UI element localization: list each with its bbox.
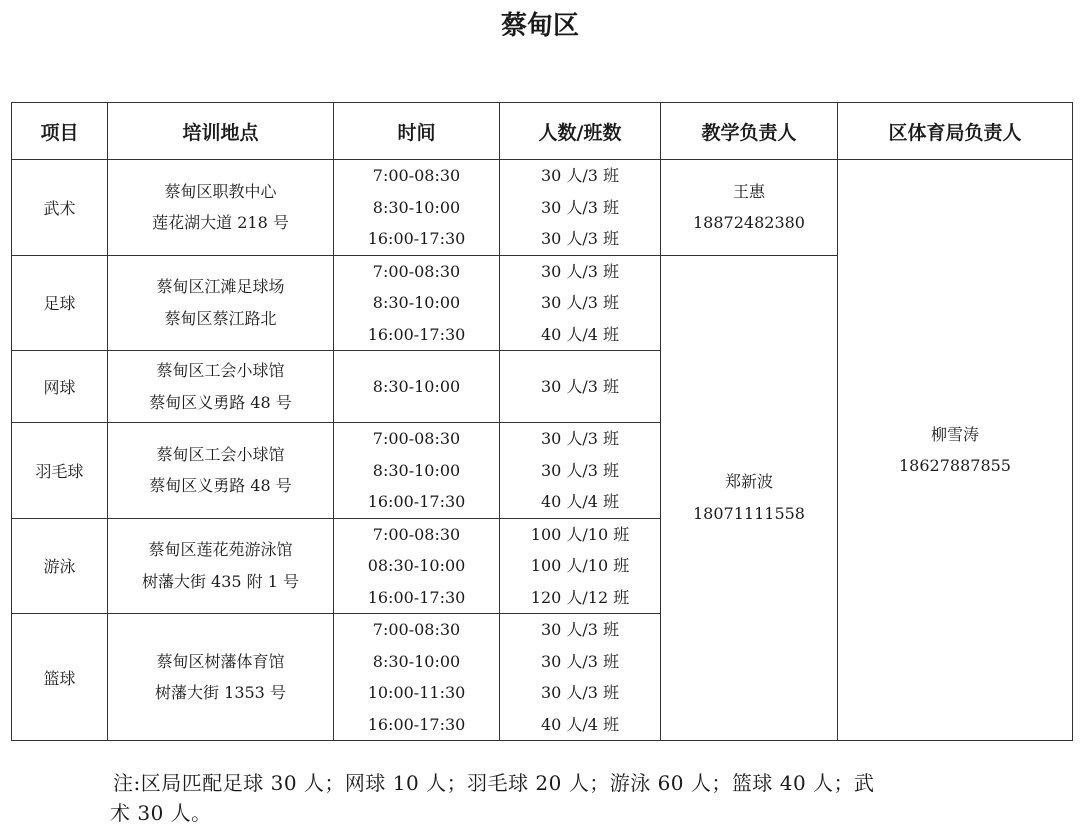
- location-cell: [108, 160, 334, 256]
- location-name: 蔡甸区工会小球馆: [156, 444, 285, 464]
- location-cell: [108, 423, 334, 519]
- location-cell: [108, 351, 334, 423]
- schedule-table: [11, 102, 1073, 741]
- time-cell: [334, 423, 500, 519]
- sport-cell: 篮球: [12, 614, 108, 741]
- location-name: 蔡甸区莲花苑游泳馆: [148, 540, 293, 560]
- time-cell: [334, 614, 500, 741]
- teacher-name: 郑新波: [724, 472, 773, 492]
- header-sport: 项目: [12, 103, 108, 160]
- location-name: 蔡甸区江滩足球场: [156, 277, 285, 297]
- header-time: 时间: [334, 103, 500, 160]
- teacher-cell: [661, 160, 838, 256]
- time-slot: 7:00-08:30: [372, 524, 461, 544]
- time-cell: [334, 160, 500, 256]
- footnote-line-1: 注:区局匹配足球 30 人；网球 10 人；羽毛球 20 人；游泳 60 人；篮球 40 人；武: [113, 771, 875, 795]
- time-slot: 7:00-08:30: [372, 429, 461, 448]
- location-address: 莲花湖大道 218 号: [152, 213, 289, 233]
- count-slot: 30 人/3 班: [540, 376, 620, 396]
- header-row: [12, 103, 1073, 160]
- count-slot: 30 人/3 班: [540, 651, 620, 671]
- count-cell: [500, 423, 661, 519]
- time-slot: 8:30-10:00: [372, 376, 461, 396]
- time-slot: 8:30-10:00: [372, 651, 461, 671]
- count-cell: [500, 255, 661, 351]
- count-slot: 100 人/10 班: [530, 556, 630, 575]
- header-teacher: 教学负责人: [661, 103, 838, 160]
- bureau-name: 柳雪涛: [930, 424, 979, 444]
- location-name: 蔡甸区职教中心: [164, 181, 277, 201]
- time-slot: 7:00-08:30: [372, 620, 461, 639]
- count-cell: [500, 614, 661, 741]
- time-slot: 10:00-11:30: [367, 683, 466, 702]
- teacher-phone: 18071111558: [693, 503, 805, 523]
- header-location: 培训地点: [108, 103, 334, 160]
- count-slot: 40 人/4 班: [540, 324, 620, 344]
- time-slot: 16:00-17:30: [367, 714, 466, 734]
- count-slot: 30 人/3 班: [540, 683, 620, 702]
- time-cell: [334, 351, 500, 423]
- location-address: 树藩大街 435 附 1 号: [141, 571, 300, 591]
- count-cell: [500, 160, 661, 256]
- time-slot: 16:00-17:30: [367, 587, 466, 607]
- count-slot: 40 人/4 班: [540, 714, 620, 734]
- time-slot: 16:00-17:30: [367, 492, 466, 511]
- time-slot: 16:00-17:30: [367, 324, 466, 344]
- location-address: 树藩大街 1353 号: [155, 683, 286, 702]
- header-count: 人数/班数: [500, 103, 661, 160]
- bureau-phone: 18627887855: [899, 456, 1011, 475]
- location-address: 蔡甸区义勇路 48 号: [149, 392, 292, 412]
- location-cell: [108, 614, 334, 741]
- time-slot: 8:30-10:00: [372, 197, 461, 217]
- teacher-cell: [661, 255, 838, 741]
- time-cell: [334, 255, 500, 351]
- count-slot: 40 人/4 班: [540, 492, 620, 511]
- count-slot: 30 人/3 班: [540, 197, 620, 217]
- header-bureau: 区体育局负责人: [838, 103, 1073, 160]
- teacher-name: 王惠: [732, 181, 765, 201]
- count-slot: 30 人/3 班: [540, 293, 620, 312]
- count-slot: 120 人/12 班: [530, 587, 630, 607]
- time-slot: 7:00-08:30: [372, 261, 461, 281]
- location-address: 蔡甸区蔡江路北: [164, 308, 277, 328]
- count-cell: [500, 351, 661, 423]
- count-cell: [500, 518, 661, 614]
- bureau-cell: [838, 160, 1073, 741]
- footnote: [110, 768, 993, 828]
- time-slot: 16:00-17:30: [367, 229, 466, 248]
- time-slot: 8:30-10:00: [372, 460, 461, 480]
- time-slot: 08:30-10:00: [367, 556, 466, 575]
- count-slot: 30 人/3 班: [540, 229, 620, 248]
- location-cell: [108, 255, 334, 351]
- count-slot: 30 人/3 班: [540, 460, 620, 480]
- footnote-line-2: 术 30 人。: [110, 801, 212, 825]
- count-slot: 30 人/3 班: [540, 429, 620, 448]
- sport-cell: 游泳: [12, 518, 108, 614]
- location-address: 蔡甸区义勇路 48 号: [149, 476, 292, 496]
- time-cell: [334, 518, 500, 614]
- sport-cell: 武术: [12, 160, 108, 256]
- time-slot: 8:30-10:00: [372, 293, 461, 312]
- location-name: 蔡甸区树藩体育馆: [156, 651, 285, 671]
- count-slot: 100 人/10 班: [530, 524, 630, 544]
- location-name: 蔡甸区工会小球馆: [156, 361, 285, 380]
- teacher-phone: 18872482380: [693, 213, 805, 233]
- sport-cell: 羽毛球: [12, 423, 108, 519]
- count-slot: 30 人/3 班: [540, 166, 620, 185]
- count-slot: 30 人/3 班: [540, 620, 620, 639]
- page-title: 蔡甸区: [500, 11, 579, 41]
- count-slot: 30 人/3 班: [540, 261, 620, 281]
- table-row: [12, 160, 1073, 256]
- location-cell: [108, 518, 334, 614]
- sport-cell: 足球: [12, 255, 108, 351]
- time-slot: 7:00-08:30: [372, 166, 461, 185]
- sport-cell: 网球: [12, 351, 108, 423]
